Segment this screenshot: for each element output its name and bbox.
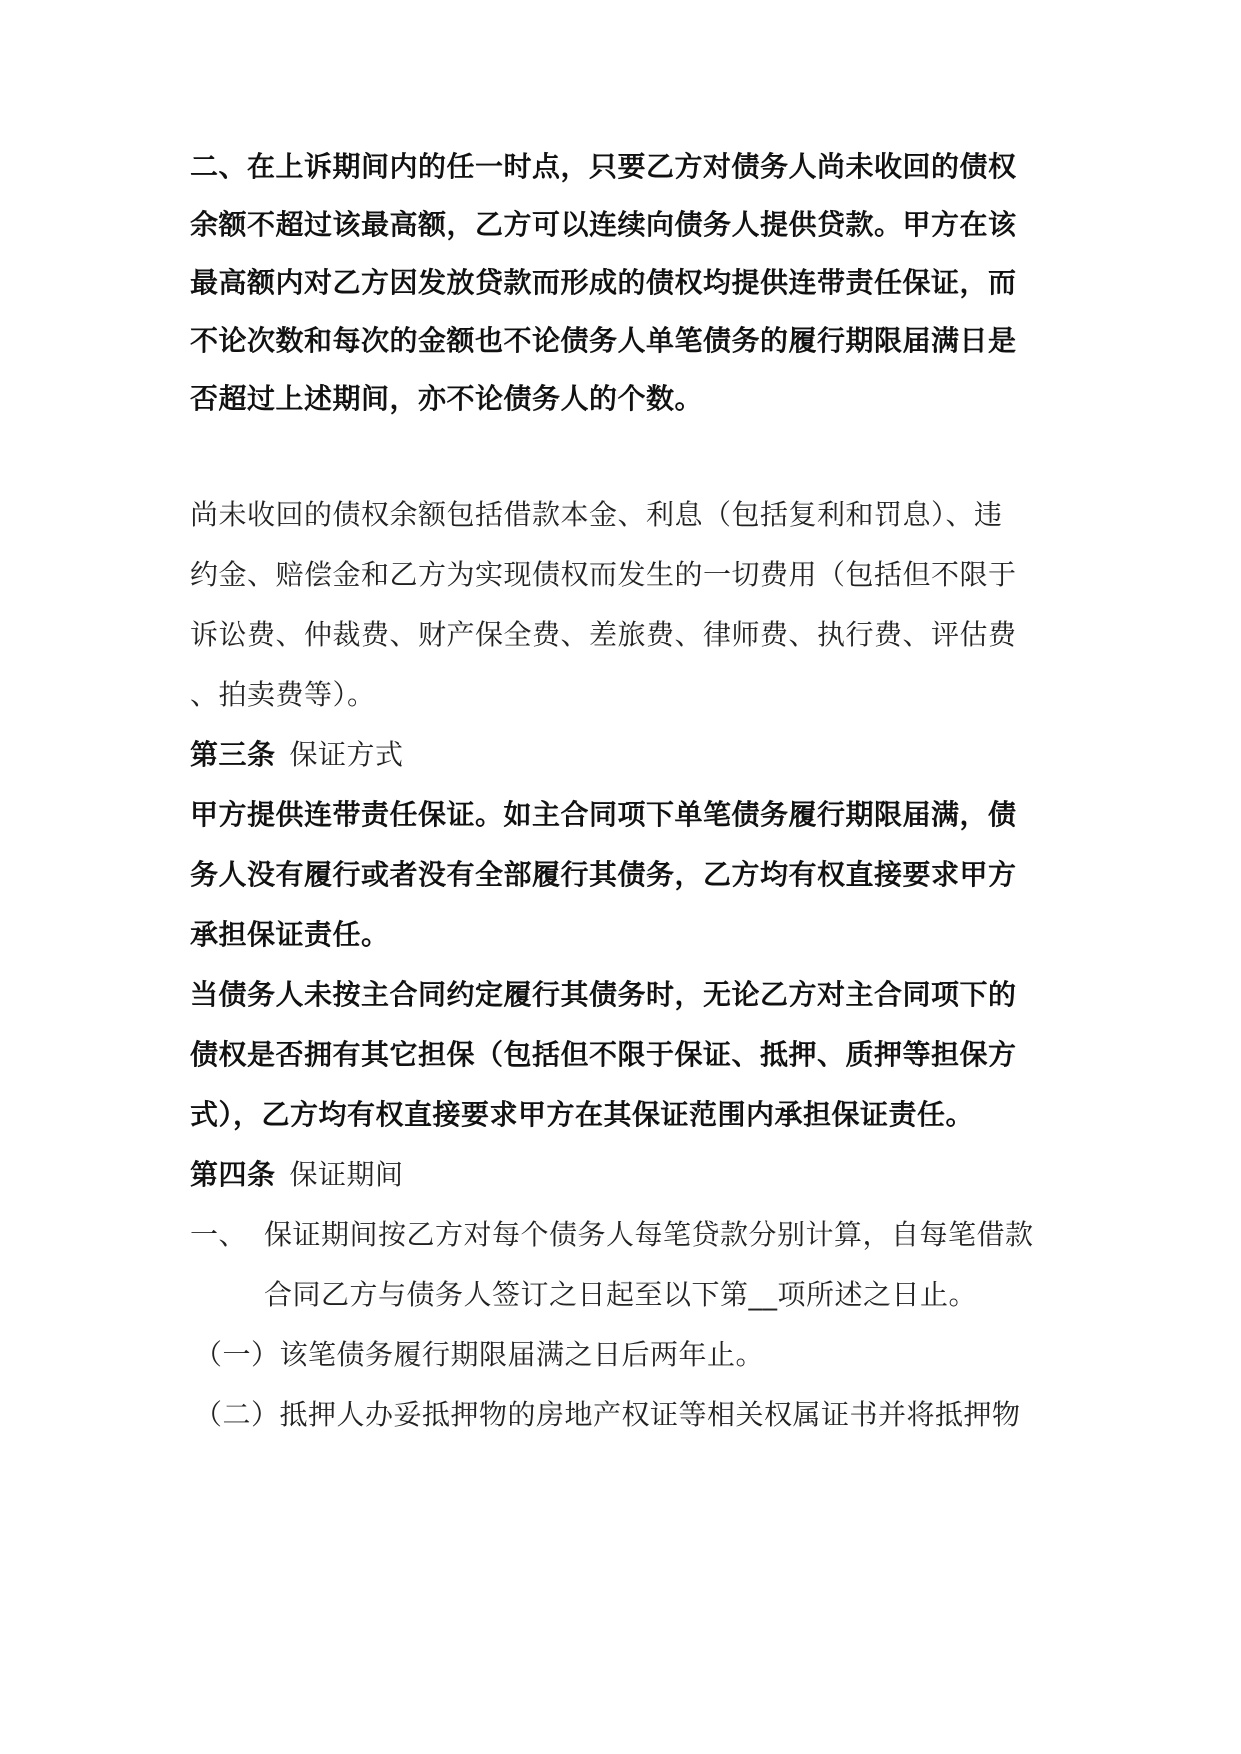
para-2-line-1: 二、在上诉期间内的任一时点，只要乙方对债务人尚未收回的债权 <box>190 150 1017 183</box>
para-other-security-line-1: 当债务人未按主合同约定履行其债务时，无论乙方对主合同项下的 <box>190 978 1017 1011</box>
article-4-number: 第四条 <box>190 1158 276 1191</box>
article-4-heading <box>190 1155 404 1195</box>
item-1-line-1 <box>190 1215 1034 1255</box>
article-3-title: 保证方式 <box>289 738 404 771</box>
para-2-line-5: 否超过上述期间，亦不论债务人的个数。 <box>190 382 704 415</box>
para-2-line-2: 余额不超过该最高额，乙方可以连续向债务人提供贷款。甲方在该 <box>190 208 1017 241</box>
para-balance-line-3: 诉讼费、仲裁费、财产保全费、差旅费、律师费、执行费、评估费 <box>190 618 1017 651</box>
para-joint-line-2: 务人没有履行或者没有全部履行其债务，乙方均有权直接要求甲方 <box>190 858 1017 891</box>
item-1-text-1: 保证期间按乙方对每个债务人每笔贷款分别计算，自每笔借款 <box>264 1218 1034 1251</box>
para-balance-line-4: 、拍卖费等）。 <box>190 678 376 711</box>
sub-item-1: （一）该笔债务履行期限届满之日后两年止。 <box>194 1338 765 1371</box>
article-3-heading <box>190 735 404 775</box>
para-balance-line-1: 尚未收回的债权余额包括借款本金、利息（包括复利和罚息）、违 <box>190 498 1003 531</box>
para-2-line-4: 不论次数和每次的金额也不论债务人单笔债务的履行期限届满日是 <box>190 324 1017 357</box>
para-joint-line-1: 甲方提供连带责任保证。如主合同项下单笔债务履行期限届满，债 <box>190 798 1017 831</box>
item-1-marker: 一、 <box>190 1218 248 1251</box>
para-other-security-line-2: 债权是否拥有其它担保（包括但不限于保证、抵押、质押等担保方 <box>190 1038 1017 1071</box>
sub-item-2: （二）抵押人办妥抵押物的房地产权证等相关权属证书并将抵押物 <box>194 1398 1021 1431</box>
para-balance-line-2: 约金、赔偿金和乙方为实现债权而发生的一切费用（包括但不限于 <box>190 558 1017 591</box>
para-joint-line-3: 承担保证责任。 <box>190 918 390 951</box>
article-3-number: 第三条 <box>190 738 276 771</box>
article-4-title: 保证期间 <box>289 1158 404 1191</box>
para-other-security-line-3: 式），乙方均有权直接要求甲方在其保证范围内承担保证责任。 <box>190 1098 975 1131</box>
item-1-line-2: 合同乙方与债务人签订之日起至以下第__项所述之日止。 <box>264 1278 978 1311</box>
para-2-line-3: 最高额内对乙方因发放贷款而形成的债权均提供连带责任保证，而 <box>190 266 1017 299</box>
